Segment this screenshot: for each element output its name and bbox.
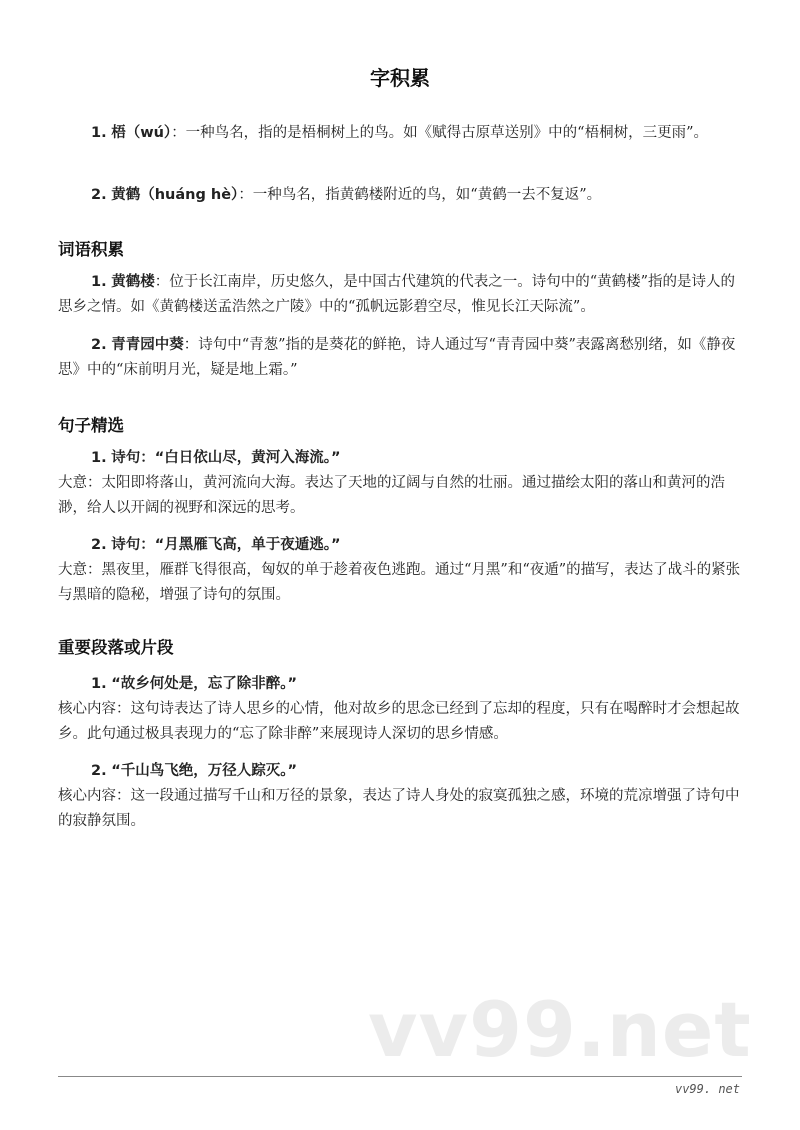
item-term: 黄鹤（huáng hè） bbox=[111, 187, 239, 203]
word-item-1 bbox=[58, 270, 748, 320]
sentence-item-1-title bbox=[58, 446, 748, 471]
item-text: ：诗句中“青葱”指的是葵花的鲜艳，诗人通过写“青青园中葵”表露离愁别绪，如《静夜思》中的“床前明月光，疑是地上霜。” bbox=[58, 337, 736, 378]
paragraph-item-2-title bbox=[58, 759, 748, 784]
paragraph-item-1-title bbox=[58, 672, 748, 697]
item-title: “千山鸟飞绝，万径人踪灭。” bbox=[111, 763, 298, 779]
sentence-item-2-body: 大意：黑夜里，雁群飞得很高，匈奴的单于趁着夜色逃跑。通过“月黑”和“夜遁”的描写，表达了战斗的紧张与黑暗的隐秘，增强了诗句的氛围。 bbox=[58, 562, 741, 603]
item-number: 1. bbox=[91, 676, 107, 692]
footer-divider bbox=[58, 1076, 742, 1077]
item-number: 1. bbox=[91, 125, 107, 141]
item-term: 青青园中葵 bbox=[111, 337, 184, 353]
item-term: 黄鹤楼 bbox=[111, 274, 155, 290]
item-text: ：一种鸟名，指黄鹤楼附近的鸟，如“黄鹤一去不复返”。 bbox=[238, 187, 602, 203]
footer-site-label: vv99. net bbox=[674, 1082, 740, 1096]
char-item-1 bbox=[58, 121, 748, 146]
item-number: 1. bbox=[91, 274, 107, 290]
sentence-section-heading: 句子精选 bbox=[58, 416, 124, 435]
item-title: 诗句：“白日依山尽，黄河入海流。” bbox=[111, 450, 341, 466]
sentence-item-2-title bbox=[58, 533, 748, 558]
item-title: 诗句：“月黑雁飞高，单于夜遁逃。” bbox=[111, 537, 341, 553]
paragraph-item-2-body: 核心内容：这一段通过描写千山和万径的景象，表达了诗人身处的寂寞孤独之感，环境的荒凉增强了诗句中的寂静氛围。 bbox=[58, 788, 740, 829]
item-text: ：一种鸟名，指的是梧桐树上的鸟。如《赋得古原草送别》中的“梧桐树，三更雨”。 bbox=[171, 125, 709, 141]
item-term: 梧（wú） bbox=[111, 125, 172, 141]
sentence-item-1-body: 大意：太阳即将落山，黄河流向大海。表达了天地的辽阔与自然的壮丽。通过描绘太阳的落山和黄河的浩渺，给人以开阔的视野和深远的思考。 bbox=[58, 475, 725, 516]
item-text: ：位于长江南岸，历史悠久，是中国古代建筑的代表之一。诗句中的“黄鹤楼”指的是诗人的思乡之情。如《黄鹤楼送孟浩然之广陵》中的“孤帆远影碧空尽，惟见长江天际流”。 bbox=[58, 274, 736, 315]
watermark: vv99.net bbox=[368, 985, 752, 1074]
item-number: 1. bbox=[91, 450, 107, 466]
item-number: 2. bbox=[91, 187, 107, 203]
paragraph-item-1-body: 核心内容：这句诗表达了诗人思乡的心情，他对故乡的思念已经到了忘却的程度，只有在喝醉时才会想起故乡。此句通过极具表现力的“忘了除非醉”来展现诗人深切的思乡情感。 bbox=[58, 701, 740, 742]
word-section-heading: 词语积累 bbox=[58, 240, 124, 259]
word-item-2 bbox=[58, 333, 748, 383]
item-number: 2. bbox=[91, 763, 107, 779]
item-title: “故乡何处是，忘了除非醉。” bbox=[111, 676, 298, 692]
item-number: 2. bbox=[91, 537, 107, 553]
paragraph-section-heading: 重要段落或片段 bbox=[58, 638, 174, 657]
char-item-2 bbox=[58, 183, 748, 208]
item-number: 2. bbox=[91, 337, 107, 353]
page-title: 字积累 bbox=[370, 66, 430, 90]
